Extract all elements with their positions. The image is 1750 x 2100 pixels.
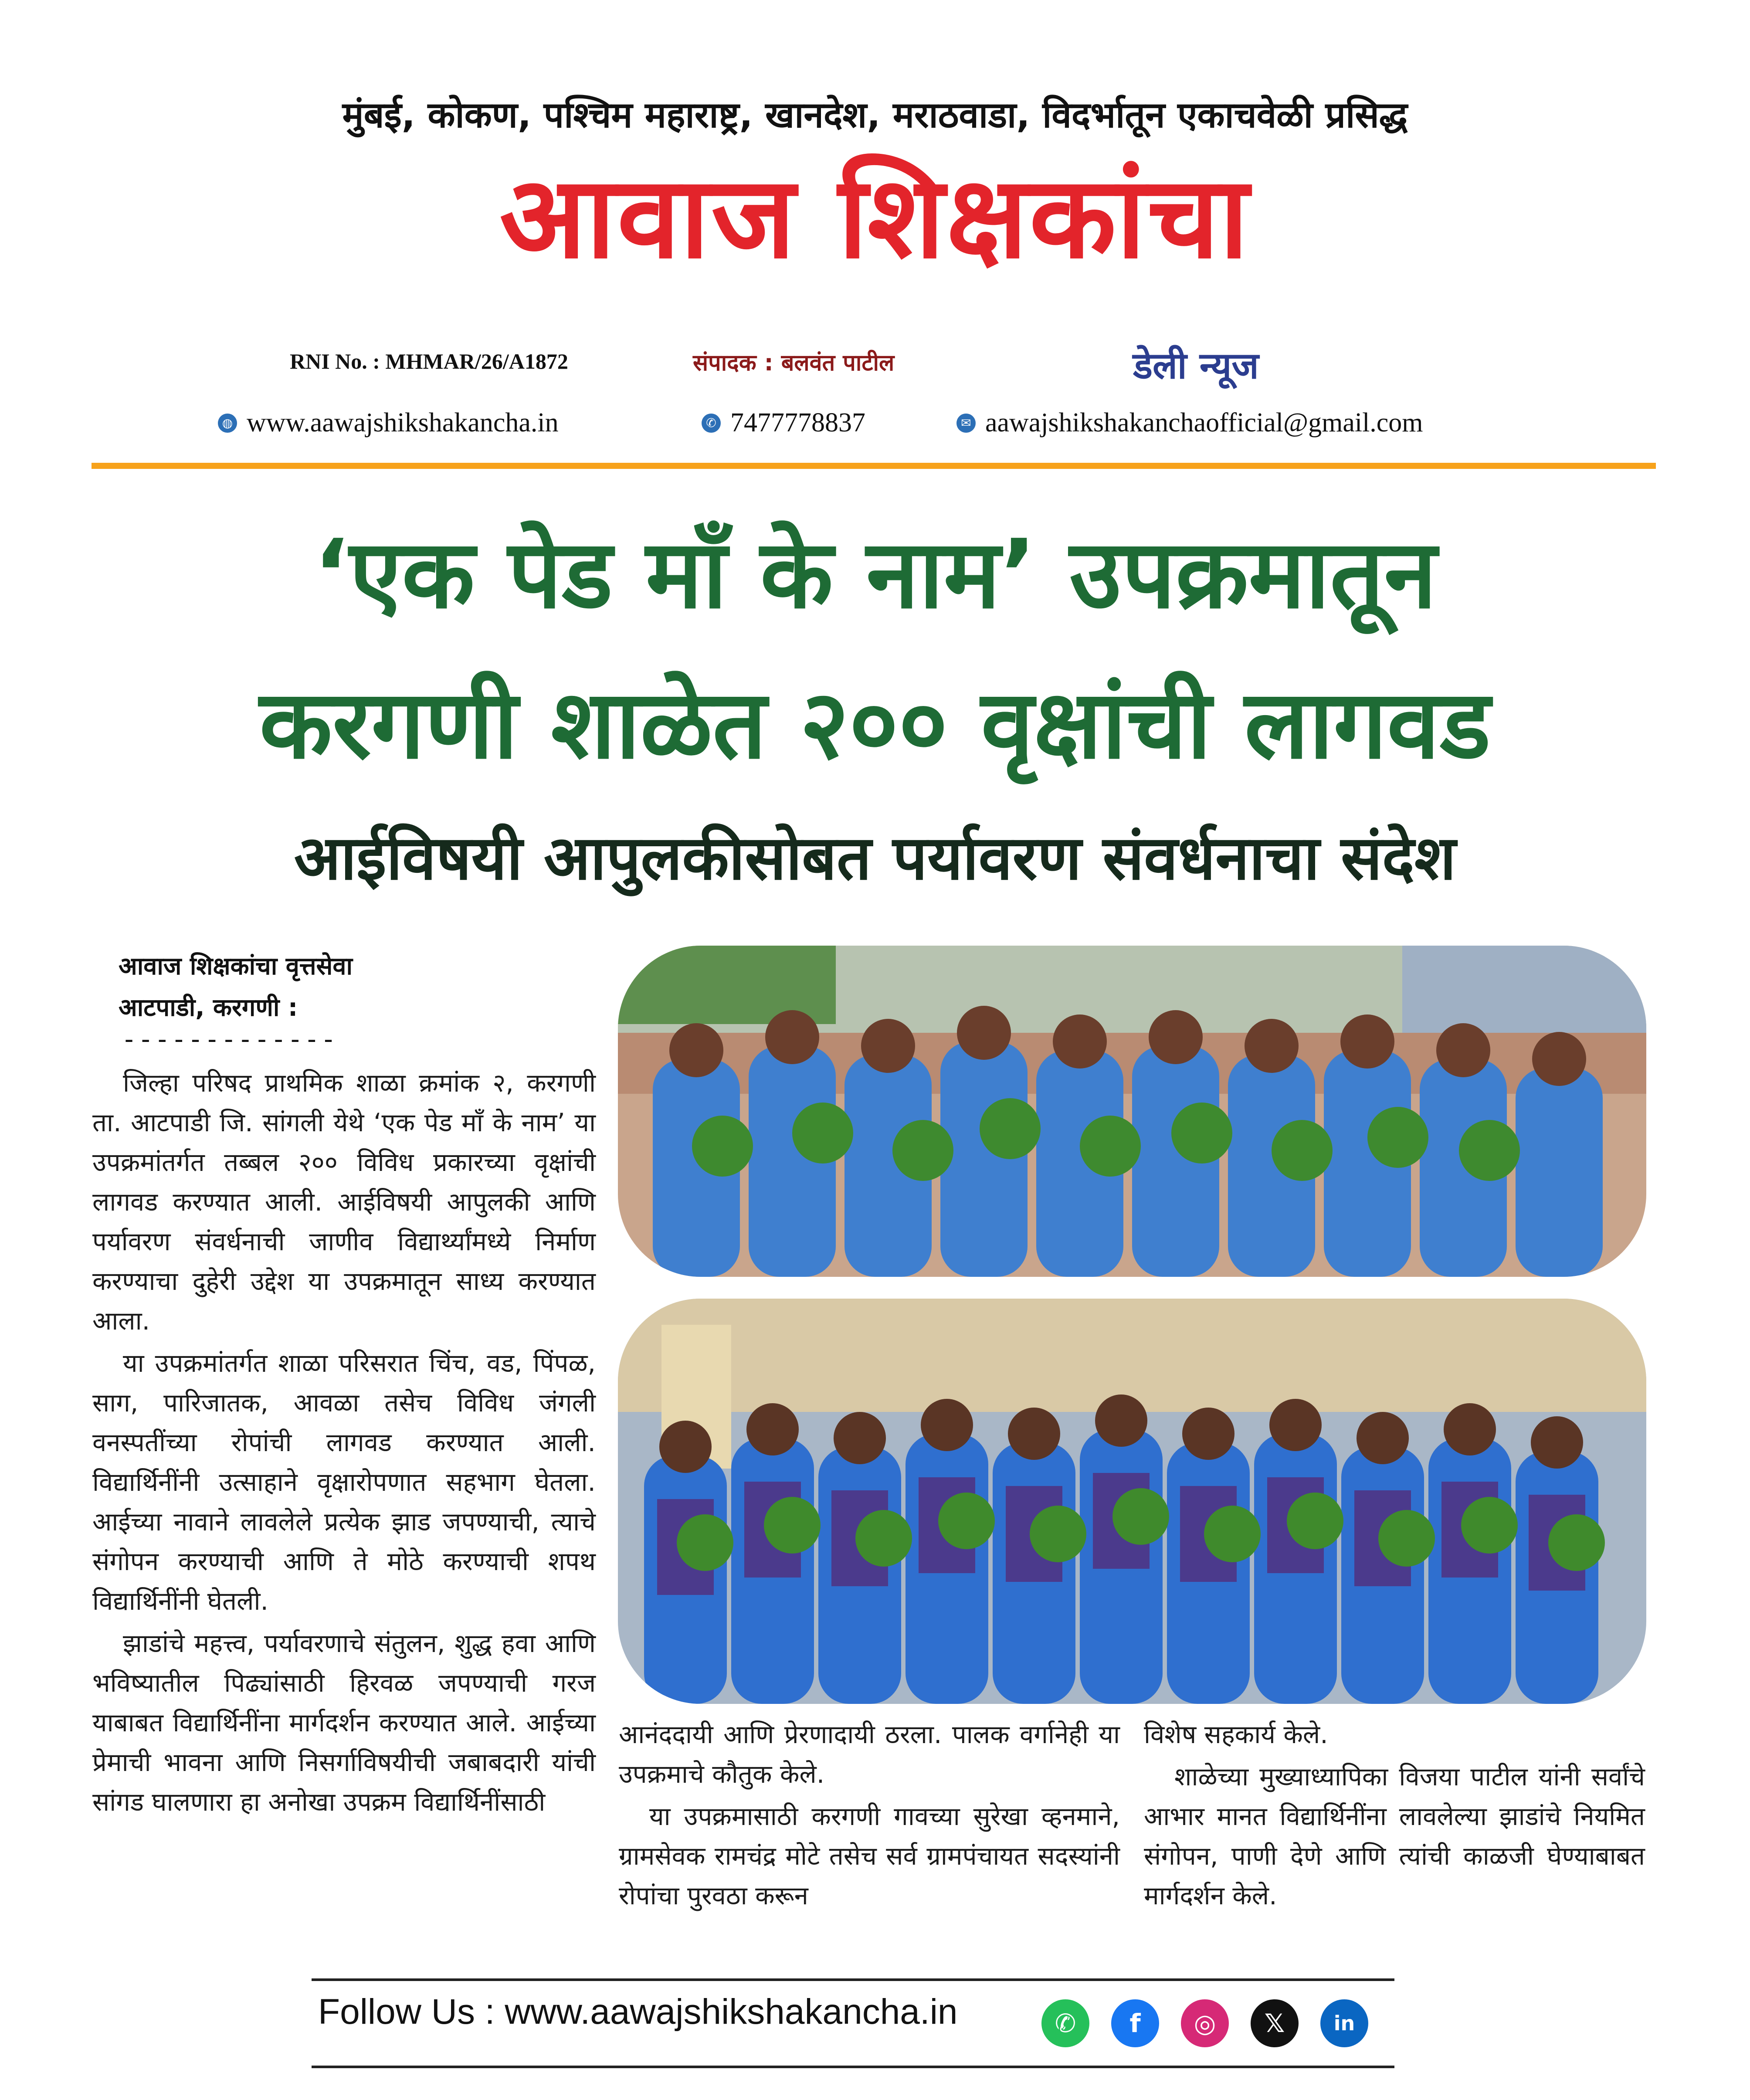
footer-divider-bottom	[312, 2066, 1394, 2068]
headline-line-1: ‘एक पेड माँ के नाम’ उपक्रमातून	[313, 519, 1437, 630]
article-column-2	[619, 1715, 1120, 1916]
phone-text[interactable]: 7477778837	[730, 408, 865, 438]
article-column-3	[1144, 1715, 1645, 1916]
headline-line-2: करगणी शाळेत २०० वृक्षांची लागवड	[259, 670, 1491, 780]
paragraph: झाडांचे महत्त्व, पर्यावरणाचे संतुलन, शुद्ध हवा आणि भविष्यातील पिढ्यांसाठी हिरवळ जपण्याची गरज याबाबत विद्यार्थिनींना मार्गदर्शन करण्यात आले. आईच्या प्रेमाची भावना आणि निसर्गाविषयीची जबाबदारी यांची सांगड घालणारा हा अनोखा उपक्रम विद्यार्थिनींसाठी	[92, 1628, 596, 1817]
rni-number: RNI No. : MHMAR/26/A1872	[290, 349, 568, 373]
website-text[interactable]: www.aawajshikshakancha.in	[247, 408, 559, 438]
editor-credit: संपादक : बलवंत पाटील	[693, 350, 895, 376]
paragraph: आनंददायी आणि प्रेरणादायी ठरला. पालक वर्गानेही या उपक्रमाचे कौतुक केले.	[619, 1720, 1120, 1789]
linkedin-icon[interactable]: in	[1320, 1999, 1368, 2047]
facebook-icon[interactable]: f	[1111, 1999, 1159, 2047]
x-icon[interactable]: 𝕏	[1251, 1999, 1299, 2047]
newspaper-title: आवाज शिक्षकांचा	[499, 152, 1251, 284]
header-divider	[92, 463, 1656, 469]
byline-separator: -------------	[121, 1024, 337, 1055]
article-column-1	[92, 1063, 596, 1822]
masthead-tagline: मुंबई, कोकण, पश्चिम महाराष्ट्र, खानदेश, मराठवाडा, विदर्भातून एकाचवेळी प्रसिद्ध	[342, 95, 1408, 136]
website-contact[interactable]	[218, 407, 559, 438]
byline-source: आवाज शिक्षकांचा वृत्तसेवा	[119, 952, 353, 980]
edition-label: डेली न्यूज	[1133, 344, 1259, 387]
follow-us-text[interactable]: Follow Us : www.aawajshikshakancha.in	[318, 1992, 958, 2032]
phone-contact[interactable]	[702, 407, 865, 438]
paragraph: शाळेच्या मुख्याध्यापिका विजया पाटील यांनी सर्वांचे आभार मानत विद्यार्थिनींना लावलेल्या झाडांचे नियमित संगोपन, पाणी देणे आणि त्यांची काळजी घेण्याबाबत मार्गदर्शन केले.	[1144, 1762, 1645, 1910]
subheadline: आईविषयी आपुलकीसोबत पर्यावरण संवर्धनाचा संदेश	[294, 823, 1456, 894]
article-photo-1	[618, 946, 1646, 1277]
footer-divider-top	[312, 1978, 1394, 1981]
paragraph: विशेष सहकार्य केले.	[1144, 1720, 1328, 1749]
article-photo-2	[618, 1299, 1646, 1704]
mail-icon: ✉	[956, 414, 976, 433]
email-text[interactable]: aawajshikshakanchaofficial@gmail.com	[985, 408, 1423, 438]
globe-icon: ◍	[218, 414, 237, 433]
paragraph: जिल्हा परिषद प्राथमिक शाळा क्रमांक २, करगणी ता. आटपाडी जि. सांगली येथे ‘एक पेड माँ के नाम’ या उपक्रमांतर्गत तब्बल २०० विविध प्रकारच्या वृक्षांची लागवड करण्यात आली. आईविषयी आपुलकी आणि पर्यावरण संवर्धनाची जाणीव विद्यार्थ्यांमध्ये निर्माण करण्याचा दुहेरी उद्देश या उपक्रमातून साध्य करण्यात आला.	[92, 1068, 596, 1336]
byline	[119, 946, 353, 1028]
whatsapp-icon[interactable]: ✆	[1041, 1999, 1089, 2047]
email-contact[interactable]	[956, 407, 1423, 438]
byline-place: आटपाडी, करगणी :	[119, 994, 298, 1022]
instagram-icon[interactable]: ◎	[1181, 1999, 1229, 2047]
paragraph: या उपक्रमांतर्गत शाळा परिसरात चिंच, वड, पिंपळ, साग, पारिजातक, आवळा तसेच विविध जंगली वनस्पतींच्या रोपांची लागवड करण्यात आली. विद्यार्थिनींनी उत्साहाने वृक्षारोपणात सहभाग घेतला. आईच्या नावाने लावलेले प्रत्येक झाड जपण्याची, त्याचे संगोपन करण्याची आणि ते मोठे करण्याची शपथ विद्यार्थिनींनी घेतली.	[92, 1348, 596, 1616]
paragraph: या उपक्रमासाठी करगणी गावच्या सुरेखा व्हनमाने, ग्रामसेवक रामचंद्र मोटे तसेच सर्व ग्रामपंचायत सदस्यांनी रोपांचा पुरवठा करून	[619, 1801, 1120, 1910]
phone-icon: ✆	[702, 414, 721, 433]
